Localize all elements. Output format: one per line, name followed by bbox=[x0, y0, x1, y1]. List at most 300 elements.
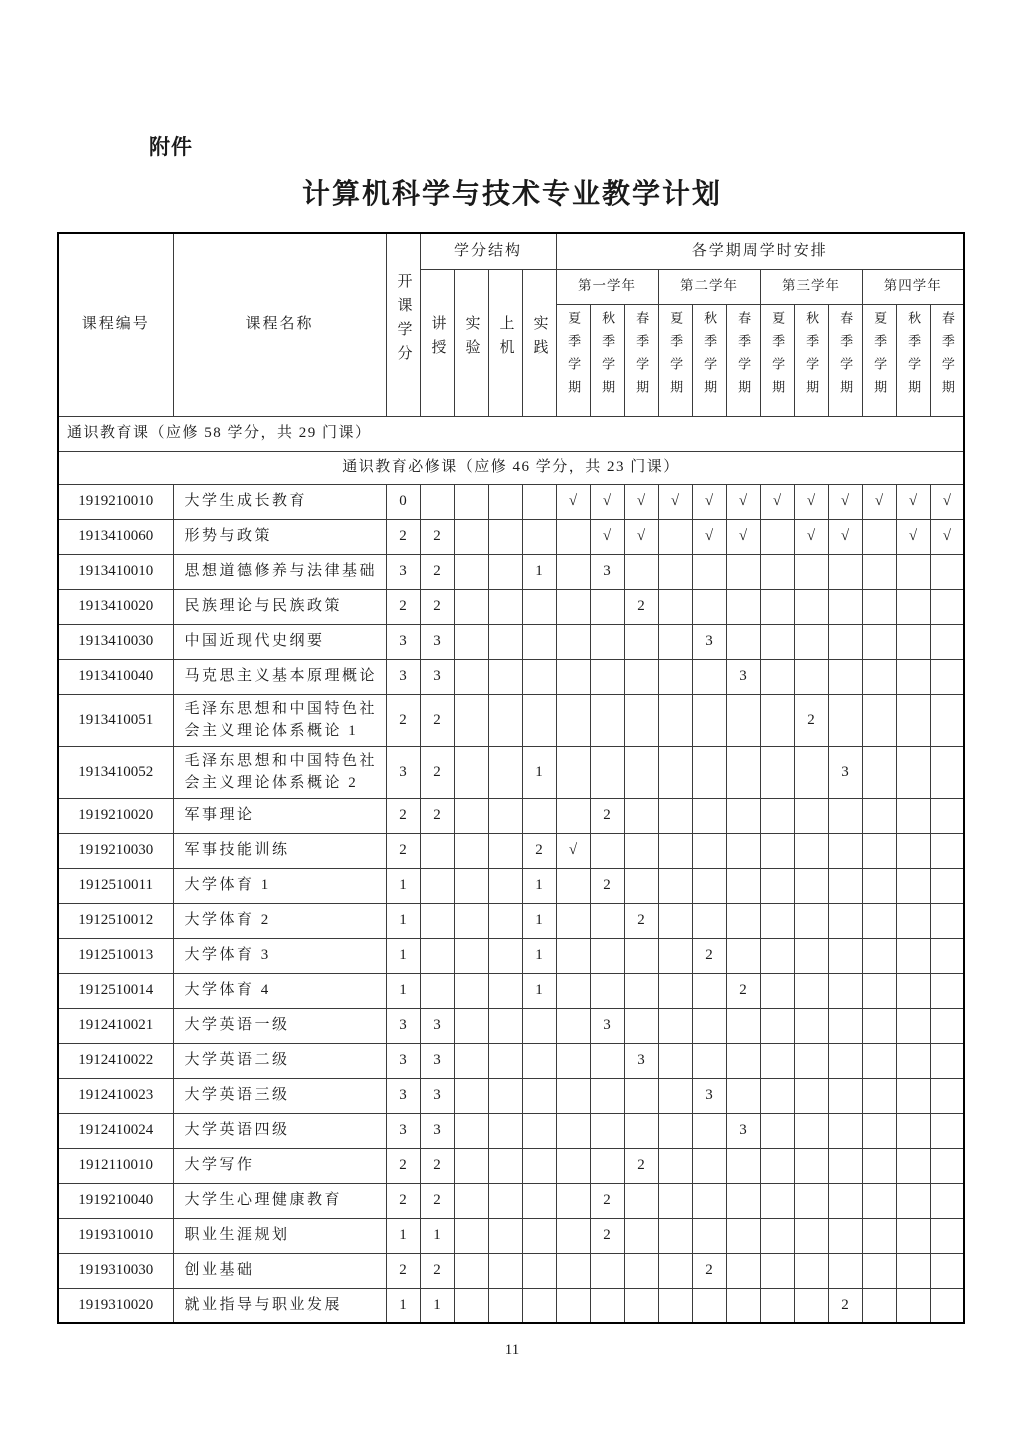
semester-hours-cell bbox=[828, 1218, 862, 1253]
semester-hours-cell bbox=[862, 833, 896, 868]
header-season-autumn-1: 秋季学期 bbox=[590, 304, 624, 416]
semester-hours-cell bbox=[726, 1253, 760, 1288]
lecture-credits-cell: 2 bbox=[420, 519, 454, 554]
semester-hours-cell bbox=[862, 1218, 896, 1253]
course-name-cell: 毛泽东思想和中国特色社会主义理论体系概论 2 bbox=[173, 746, 386, 798]
semester-hours-cell bbox=[760, 746, 794, 798]
semester-hours-cell bbox=[862, 554, 896, 589]
course-name-cell: 大学体育 4 bbox=[173, 973, 386, 1008]
header-credit-structure: 学分结构 bbox=[420, 233, 556, 269]
semester-hours-cell: √ bbox=[692, 519, 726, 554]
course-code-cell: 1913410030 bbox=[58, 624, 173, 659]
semester-hours-cell bbox=[658, 1253, 692, 1288]
semester-hours-cell bbox=[556, 973, 590, 1008]
semester-hours-cell bbox=[590, 1253, 624, 1288]
semester-hours-cell: √ bbox=[930, 519, 964, 554]
course-name-cell: 职业生涯规划 bbox=[173, 1218, 386, 1253]
semester-hours-cell bbox=[760, 868, 794, 903]
course-code-cell: 1919310010 bbox=[58, 1218, 173, 1253]
semester-hours-cell bbox=[794, 1043, 828, 1078]
semester-hours-cell bbox=[794, 1078, 828, 1113]
semester-hours-cell bbox=[862, 624, 896, 659]
semester-hours-cell bbox=[556, 1148, 590, 1183]
header-season-summer-1: 夏季学期 bbox=[556, 304, 590, 416]
course-name-cell: 中国近现代史纲要 bbox=[173, 624, 386, 659]
semester-hours-cell bbox=[556, 798, 590, 833]
course-code-cell: 1912510014 bbox=[58, 973, 173, 1008]
semester-hours-cell bbox=[590, 624, 624, 659]
semester-hours-cell bbox=[726, 746, 760, 798]
semester-hours-cell bbox=[556, 1288, 590, 1323]
semester-hours-cell bbox=[896, 1113, 930, 1148]
semester-hours-cell bbox=[658, 1043, 692, 1078]
computer-credits-cell bbox=[488, 1008, 522, 1043]
semester-hours-cell bbox=[760, 694, 794, 746]
opening-credits-cell: 2 bbox=[386, 1148, 420, 1183]
course-row bbox=[58, 1008, 964, 1043]
lecture-credits-cell bbox=[420, 973, 454, 1008]
semester-hours-cell bbox=[726, 868, 760, 903]
course-row bbox=[58, 1043, 964, 1078]
semester-hours-cell bbox=[896, 659, 930, 694]
semester-hours-cell bbox=[760, 554, 794, 589]
experiment-credits-cell bbox=[454, 903, 488, 938]
semester-hours-cell bbox=[556, 903, 590, 938]
lecture-credits-cell: 3 bbox=[420, 1008, 454, 1043]
semester-hours-cell: √ bbox=[624, 519, 658, 554]
semester-hours-cell bbox=[726, 1043, 760, 1078]
attachment-label: 附件 bbox=[149, 136, 193, 159]
semester-hours-cell: 2 bbox=[692, 1253, 726, 1288]
practice-credits-cell bbox=[522, 659, 556, 694]
course-code-cell: 1912410024 bbox=[58, 1113, 173, 1148]
semester-hours-cell bbox=[726, 1008, 760, 1043]
header-season-spring-1: 春季学期 bbox=[624, 304, 658, 416]
lecture-credits-cell bbox=[420, 903, 454, 938]
semester-hours-cell bbox=[794, 903, 828, 938]
course-row bbox=[58, 1183, 964, 1218]
computer-credits-cell bbox=[488, 1078, 522, 1113]
opening-credits-cell: 2 bbox=[386, 694, 420, 746]
section-row bbox=[58, 416, 964, 451]
semester-hours-cell bbox=[930, 554, 964, 589]
practice-credits-cell bbox=[522, 694, 556, 746]
semester-hours-cell bbox=[862, 1288, 896, 1323]
table-header bbox=[58, 233, 964, 416]
opening-credits-cell: 2 bbox=[386, 1183, 420, 1218]
semester-hours-cell: √ bbox=[726, 484, 760, 519]
experiment-credits-cell bbox=[454, 624, 488, 659]
header-season-spring-3: 春季学期 bbox=[828, 304, 862, 416]
practice-credits-cell: 1 bbox=[522, 746, 556, 798]
semester-hours-cell bbox=[658, 1008, 692, 1043]
semester-hours-cell bbox=[726, 1288, 760, 1323]
semester-hours-cell bbox=[590, 1113, 624, 1148]
semester-hours-cell bbox=[658, 833, 692, 868]
lecture-credits-cell bbox=[420, 868, 454, 903]
semester-hours-cell bbox=[794, 938, 828, 973]
opening-credits-cell: 3 bbox=[386, 1078, 420, 1113]
semester-hours-cell bbox=[556, 519, 590, 554]
header-season-summer-3: 夏季学期 bbox=[760, 304, 794, 416]
semester-hours-cell bbox=[896, 1288, 930, 1323]
course-name-cell: 大学英语二级 bbox=[173, 1043, 386, 1078]
course-code-cell: 1912510012 bbox=[58, 903, 173, 938]
lecture-credits-cell: 2 bbox=[420, 1183, 454, 1218]
semester-hours-cell bbox=[624, 973, 658, 1008]
semester-hours-cell: √ bbox=[794, 519, 828, 554]
opening-credits-cell: 1 bbox=[386, 868, 420, 903]
semester-hours-cell bbox=[556, 659, 590, 694]
header-season-spring-4: 春季学期 bbox=[930, 304, 964, 416]
semester-hours-cell bbox=[828, 694, 862, 746]
semester-hours-cell bbox=[930, 1218, 964, 1253]
course-name-cell: 大学英语一级 bbox=[173, 1008, 386, 1043]
course-name-cell: 大学英语四级 bbox=[173, 1113, 386, 1148]
course-row bbox=[58, 833, 964, 868]
practice-credits-cell: 1 bbox=[522, 554, 556, 589]
semester-hours-cell bbox=[658, 659, 692, 694]
semester-hours-cell bbox=[692, 746, 726, 798]
semester-hours-cell bbox=[896, 1043, 930, 1078]
curriculum-table-wrapper bbox=[57, 232, 965, 1324]
opening-credits-cell: 1 bbox=[386, 903, 420, 938]
practice-credits-cell: 1 bbox=[522, 903, 556, 938]
curriculum-table bbox=[57, 232, 965, 1324]
semester-hours-cell bbox=[930, 746, 964, 798]
semester-hours-cell bbox=[590, 833, 624, 868]
semester-hours-cell: 2 bbox=[692, 938, 726, 973]
semester-hours-cell bbox=[624, 1078, 658, 1113]
semester-hours-cell bbox=[828, 659, 862, 694]
semester-hours-cell: √ bbox=[896, 519, 930, 554]
semester-hours-cell bbox=[624, 1008, 658, 1043]
semester-hours-cell bbox=[556, 1078, 590, 1113]
course-row bbox=[58, 798, 964, 833]
header-lecture: 讲授 bbox=[420, 269, 454, 416]
semester-hours-cell: 2 bbox=[624, 903, 658, 938]
semester-hours-cell: 3 bbox=[692, 624, 726, 659]
course-code-cell: 1919310030 bbox=[58, 1253, 173, 1288]
lecture-credits-cell: 3 bbox=[420, 1078, 454, 1113]
computer-credits-cell bbox=[488, 659, 522, 694]
course-row bbox=[58, 938, 964, 973]
lecture-credits-cell: 3 bbox=[420, 1113, 454, 1148]
semester-hours-cell bbox=[624, 798, 658, 833]
semester-hours-cell bbox=[896, 1078, 930, 1113]
practice-credits-cell bbox=[522, 1253, 556, 1288]
practice-credits-cell bbox=[522, 798, 556, 833]
lecture-credits-cell: 2 bbox=[420, 694, 454, 746]
semester-hours-cell bbox=[896, 1008, 930, 1043]
course-code-cell: 1912110010 bbox=[58, 1148, 173, 1183]
semester-hours-cell: 3 bbox=[692, 1078, 726, 1113]
semester-hours-cell: 3 bbox=[726, 659, 760, 694]
header-computer: 上机 bbox=[488, 269, 522, 416]
semester-hours-cell: √ bbox=[930, 484, 964, 519]
lecture-credits-cell: 1 bbox=[420, 1288, 454, 1323]
course-row bbox=[58, 659, 964, 694]
header-season-summer-4: 夏季学期 bbox=[862, 304, 896, 416]
semester-hours-cell bbox=[794, 1253, 828, 1288]
semester-hours-cell: √ bbox=[760, 484, 794, 519]
experiment-credits-cell bbox=[454, 798, 488, 833]
computer-credits-cell bbox=[488, 1218, 522, 1253]
semester-hours-cell bbox=[760, 519, 794, 554]
page-title: 计算机科学与技术专业教学计划 bbox=[301, 178, 722, 209]
semester-hours-cell: 2 bbox=[624, 589, 658, 624]
experiment-credits-cell bbox=[454, 1008, 488, 1043]
semester-hours-cell bbox=[794, 973, 828, 1008]
semester-hours-cell: √ bbox=[590, 484, 624, 519]
practice-credits-cell bbox=[522, 1288, 556, 1323]
semester-hours-cell bbox=[624, 694, 658, 746]
semester-hours-cell: 2 bbox=[726, 973, 760, 1008]
course-code-cell: 1912410022 bbox=[58, 1043, 173, 1078]
experiment-credits-cell bbox=[454, 484, 488, 519]
semester-hours-cell bbox=[760, 1218, 794, 1253]
semester-hours-cell bbox=[726, 624, 760, 659]
semester-hours-cell bbox=[862, 1008, 896, 1043]
experiment-credits-cell bbox=[454, 1218, 488, 1253]
semester-hours-cell bbox=[760, 589, 794, 624]
computer-credits-cell bbox=[488, 1288, 522, 1323]
semester-hours-cell bbox=[658, 1113, 692, 1148]
computer-credits-cell bbox=[488, 484, 522, 519]
semester-hours-cell bbox=[862, 1148, 896, 1183]
course-name-cell: 大学英语三级 bbox=[173, 1078, 386, 1113]
course-row bbox=[58, 1148, 964, 1183]
course-row bbox=[58, 1113, 964, 1148]
computer-credits-cell bbox=[488, 1113, 522, 1148]
experiment-credits-cell bbox=[454, 868, 488, 903]
section-label: 通识教育必修课（应修 46 学分，共 23 门课） bbox=[58, 451, 964, 484]
opening-credits-cell: 3 bbox=[386, 1043, 420, 1078]
experiment-credits-cell bbox=[454, 1148, 488, 1183]
semester-hours-cell bbox=[726, 589, 760, 624]
semester-hours-cell bbox=[930, 868, 964, 903]
semester-hours-cell bbox=[760, 833, 794, 868]
practice-credits-cell: 2 bbox=[522, 833, 556, 868]
experiment-credits-cell bbox=[454, 1078, 488, 1113]
semester-hours-cell bbox=[828, 938, 862, 973]
course-row bbox=[58, 973, 964, 1008]
semester-hours-cell bbox=[658, 903, 692, 938]
semester-hours-cell bbox=[624, 938, 658, 973]
semester-hours-cell bbox=[828, 903, 862, 938]
semester-hours-cell bbox=[794, 1288, 828, 1323]
semester-hours-cell bbox=[556, 1218, 590, 1253]
section-row bbox=[58, 451, 964, 484]
course-code-cell: 1913410051 bbox=[58, 694, 173, 746]
semester-hours-cell bbox=[658, 798, 692, 833]
header-season-autumn-3: 秋季学期 bbox=[794, 304, 828, 416]
semester-hours-cell bbox=[896, 1218, 930, 1253]
semester-hours-cell bbox=[794, 798, 828, 833]
course-code-cell: 1912410023 bbox=[58, 1078, 173, 1113]
semester-hours-cell bbox=[726, 833, 760, 868]
semester-hours-cell bbox=[624, 659, 658, 694]
course-name-cell: 形势与政策 bbox=[173, 519, 386, 554]
semester-hours-cell bbox=[692, 589, 726, 624]
semester-hours-cell bbox=[760, 1078, 794, 1113]
semester-hours-cell bbox=[692, 798, 726, 833]
semester-hours-cell bbox=[692, 1183, 726, 1218]
semester-hours-cell bbox=[794, 624, 828, 659]
opening-credits-cell: 2 bbox=[386, 833, 420, 868]
practice-credits-cell bbox=[522, 1043, 556, 1078]
course-row bbox=[58, 1078, 964, 1113]
semester-hours-cell: 3 bbox=[590, 1008, 624, 1043]
semester-hours-cell bbox=[692, 1218, 726, 1253]
course-row bbox=[58, 746, 964, 798]
lecture-credits-cell: 2 bbox=[420, 589, 454, 624]
semester-hours-cell bbox=[692, 659, 726, 694]
semester-hours-cell bbox=[930, 659, 964, 694]
opening-credits-cell: 3 bbox=[386, 1113, 420, 1148]
lecture-credits-cell: 3 bbox=[420, 624, 454, 659]
semester-hours-cell bbox=[930, 1148, 964, 1183]
semester-hours-cell: 2 bbox=[624, 1148, 658, 1183]
semester-hours-cell: √ bbox=[624, 484, 658, 519]
semester-hours-cell bbox=[896, 694, 930, 746]
practice-credits-cell: 1 bbox=[522, 973, 556, 1008]
course-name-cell: 大学写作 bbox=[173, 1148, 386, 1183]
semester-hours-cell bbox=[692, 1148, 726, 1183]
semester-hours-cell bbox=[930, 694, 964, 746]
header-row-top bbox=[58, 233, 964, 269]
computer-credits-cell bbox=[488, 1043, 522, 1078]
semester-hours-cell bbox=[930, 903, 964, 938]
semester-hours-cell: 2 bbox=[590, 798, 624, 833]
semester-hours-cell: √ bbox=[828, 484, 862, 519]
semester-hours-cell bbox=[760, 1148, 794, 1183]
lecture-credits-cell bbox=[420, 833, 454, 868]
semester-hours-cell bbox=[760, 1183, 794, 1218]
semester-hours-cell bbox=[862, 868, 896, 903]
header-year-3: 第三学年 bbox=[760, 269, 862, 304]
semester-hours-cell bbox=[726, 1183, 760, 1218]
practice-credits-cell bbox=[522, 1218, 556, 1253]
course-name-cell: 军事技能训练 bbox=[173, 833, 386, 868]
semester-hours-cell bbox=[896, 1183, 930, 1218]
table-body bbox=[58, 416, 964, 1323]
experiment-credits-cell bbox=[454, 659, 488, 694]
course-row bbox=[58, 903, 964, 938]
semester-hours-cell bbox=[760, 938, 794, 973]
semester-hours-cell bbox=[862, 903, 896, 938]
semester-hours-cell bbox=[590, 973, 624, 1008]
semester-hours-cell bbox=[862, 973, 896, 1008]
semester-hours-cell bbox=[828, 1078, 862, 1113]
course-code-cell: 1913410040 bbox=[58, 659, 173, 694]
computer-credits-cell bbox=[488, 938, 522, 973]
course-name-cell: 大学生成长教育 bbox=[173, 484, 386, 519]
header-semester-hours: 各学期周学时安排 bbox=[556, 233, 964, 269]
lecture-credits-cell: 1 bbox=[420, 1218, 454, 1253]
semester-hours-cell: 2 bbox=[590, 868, 624, 903]
semester-hours-cell: 3 bbox=[624, 1043, 658, 1078]
computer-credits-cell bbox=[488, 589, 522, 624]
semester-hours-cell bbox=[794, 1218, 828, 1253]
semester-hours-cell bbox=[760, 903, 794, 938]
semester-hours-cell bbox=[590, 938, 624, 973]
semester-hours-cell bbox=[930, 1288, 964, 1323]
semester-hours-cell bbox=[896, 938, 930, 973]
lecture-credits-cell: 2 bbox=[420, 746, 454, 798]
opening-credits-cell: 2 bbox=[386, 1253, 420, 1288]
semester-hours-cell bbox=[794, 1183, 828, 1218]
section-label: 通识教育课（应修 58 学分，共 29 门课） bbox=[58, 416, 964, 451]
semester-hours-cell bbox=[590, 589, 624, 624]
semester-hours-cell bbox=[760, 624, 794, 659]
header-year-4: 第四学年 bbox=[862, 269, 964, 304]
semester-hours-cell bbox=[556, 554, 590, 589]
header-opening-credits: 开课学分 bbox=[386, 233, 420, 416]
semester-hours-cell bbox=[692, 903, 726, 938]
practice-credits-cell bbox=[522, 1183, 556, 1218]
semester-hours-cell bbox=[726, 1218, 760, 1253]
computer-credits-cell bbox=[488, 624, 522, 659]
semester-hours-cell bbox=[658, 589, 692, 624]
header-course-code: 课程编号 bbox=[58, 233, 173, 416]
semester-hours-cell bbox=[658, 973, 692, 1008]
course-row bbox=[58, 868, 964, 903]
semester-hours-cell bbox=[760, 1043, 794, 1078]
semester-hours-cell bbox=[862, 659, 896, 694]
computer-credits-cell bbox=[488, 973, 522, 1008]
course-name-cell: 毛泽东思想和中国特色社会主义理论体系概论 1 bbox=[173, 694, 386, 746]
semester-hours-cell bbox=[862, 1253, 896, 1288]
semester-hours-cell bbox=[556, 1253, 590, 1288]
practice-credits-cell bbox=[522, 1078, 556, 1113]
semester-hours-cell bbox=[624, 1253, 658, 1288]
course-row bbox=[58, 589, 964, 624]
opening-credits-cell: 1 bbox=[386, 1288, 420, 1323]
course-code-cell: 1912510013 bbox=[58, 938, 173, 973]
semester-hours-cell bbox=[896, 1253, 930, 1288]
semester-hours-cell bbox=[556, 1008, 590, 1043]
semester-hours-cell bbox=[862, 1183, 896, 1218]
course-name-cell: 就业指导与职业发展 bbox=[173, 1288, 386, 1323]
computer-credits-cell bbox=[488, 1183, 522, 1218]
opening-credits-cell: 2 bbox=[386, 589, 420, 624]
semester-hours-cell bbox=[828, 1008, 862, 1043]
computer-credits-cell bbox=[488, 1253, 522, 1288]
semester-hours-cell bbox=[590, 694, 624, 746]
semester-hours-cell bbox=[828, 1043, 862, 1078]
practice-credits-cell: 1 bbox=[522, 938, 556, 973]
semester-hours-cell bbox=[658, 624, 692, 659]
header-season-autumn-2: 秋季学期 bbox=[692, 304, 726, 416]
course-row bbox=[58, 519, 964, 554]
semester-hours-cell: √ bbox=[896, 484, 930, 519]
practice-credits-cell bbox=[522, 1113, 556, 1148]
opening-credits-cell: 2 bbox=[386, 519, 420, 554]
practice-credits-cell bbox=[522, 1148, 556, 1183]
semester-hours-cell bbox=[658, 868, 692, 903]
semester-hours-cell bbox=[930, 1043, 964, 1078]
opening-credits-cell: 3 bbox=[386, 624, 420, 659]
semester-hours-cell bbox=[862, 1113, 896, 1148]
semester-hours-cell bbox=[624, 868, 658, 903]
semester-hours-cell: √ bbox=[794, 484, 828, 519]
semester-hours-cell bbox=[896, 798, 930, 833]
lecture-credits-cell: 2 bbox=[420, 798, 454, 833]
computer-credits-cell bbox=[488, 1148, 522, 1183]
computer-credits-cell bbox=[488, 554, 522, 589]
semester-hours-cell bbox=[862, 746, 896, 798]
